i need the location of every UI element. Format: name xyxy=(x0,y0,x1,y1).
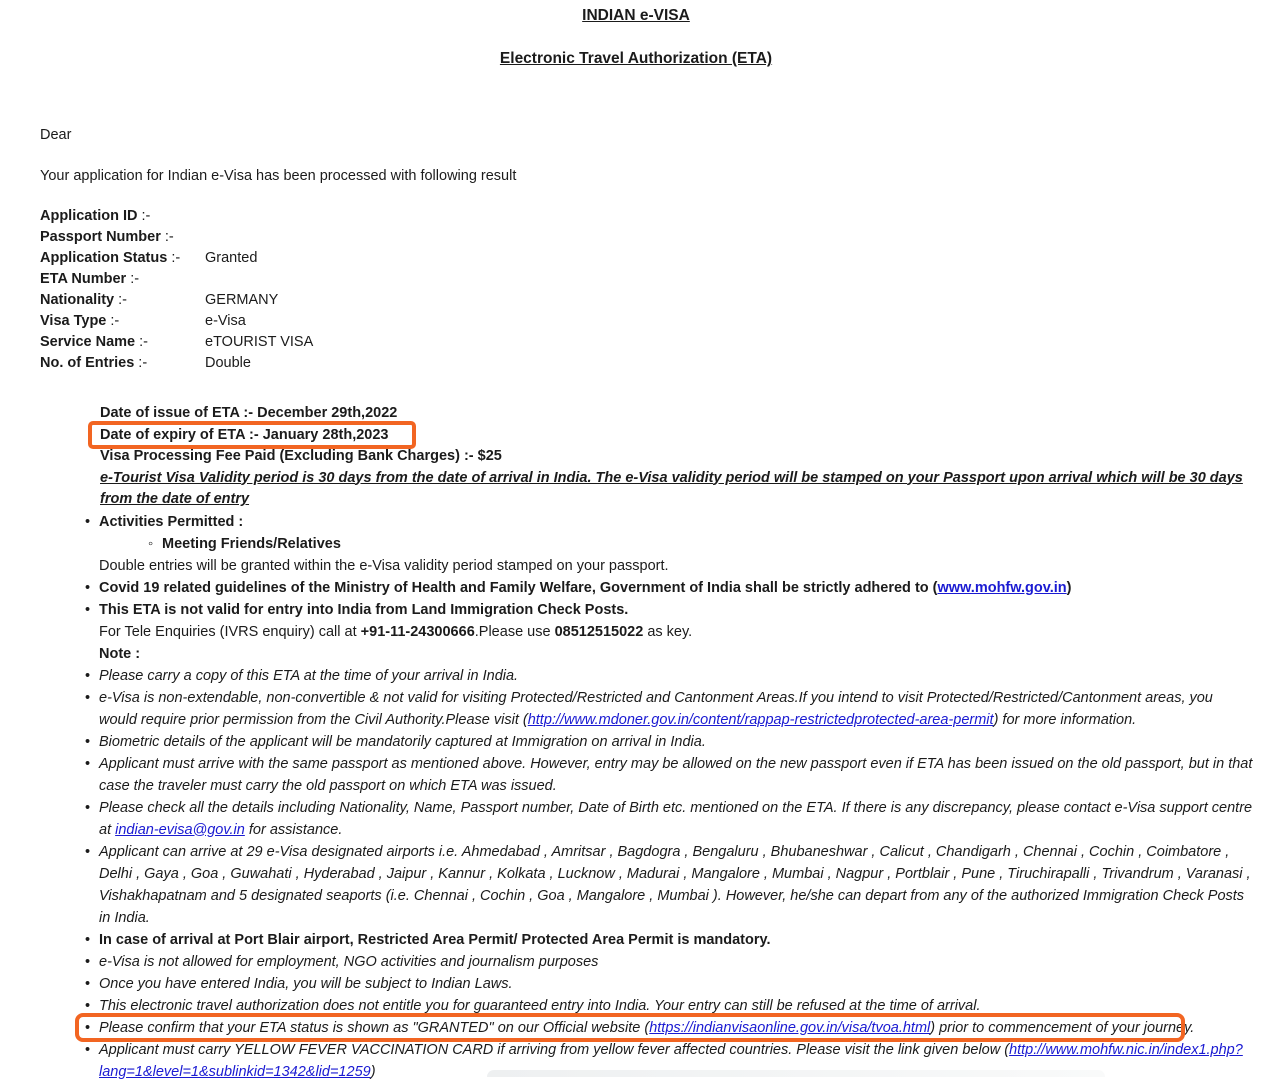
eta-detail-line: Date of issue of ETA :- December 29th,2022 xyxy=(100,405,398,421)
document-subtitle: Electronic Travel Authorization (ETA) xyxy=(499,50,773,67)
fields-table xyxy=(40,206,1272,374)
salutation: Dear xyxy=(40,127,72,143)
field-label: Application ID :- xyxy=(40,208,151,224)
note-item xyxy=(85,643,1253,665)
text-segment: as key. xyxy=(643,623,693,640)
text-segment: for assistance. xyxy=(244,821,343,838)
field-value: eTOURIST VISA xyxy=(205,334,314,350)
text-segment: ) xyxy=(370,1063,376,1080)
bullet-icon: • xyxy=(85,843,91,860)
bullet-icon: • xyxy=(85,997,91,1014)
text-segment: +91-11-24300666 xyxy=(360,623,475,640)
bullet-icon: ◦ xyxy=(148,535,154,552)
field-row xyxy=(40,353,1272,374)
note-text xyxy=(162,533,1253,555)
field-value: GERMANY xyxy=(205,292,279,308)
note-item xyxy=(85,577,1253,599)
bullet-icon: • xyxy=(85,689,91,706)
text-segment: Once you have entered India, you will be subject to Indian Laws. xyxy=(99,975,513,992)
field-value: Granted xyxy=(205,250,258,266)
expiry-highlight-box: Date of expiry of ETA :- January 28th,2023 xyxy=(100,425,388,447)
link[interactable]: www.mohfw.gov.in xyxy=(937,579,1067,596)
text-segment: ) prior to commencement of your journey. xyxy=(930,1019,1195,1036)
note-text xyxy=(99,753,1253,797)
bullet-icon: • xyxy=(85,799,91,816)
bullet-icon: • xyxy=(85,931,91,948)
field-row xyxy=(40,332,1272,353)
bullet-icon: • xyxy=(85,513,91,530)
field-row xyxy=(40,248,1272,269)
note-text xyxy=(99,555,1253,577)
field-value: Double xyxy=(205,355,251,371)
note-text xyxy=(99,599,1253,621)
text-segment: Double entries will be granted within the e-Visa validity period stamped on your passport. xyxy=(99,557,669,574)
text-segment: 08512515022 xyxy=(554,623,644,640)
bullet-icon: • xyxy=(85,975,91,992)
note-item xyxy=(85,995,1253,1017)
text-segment: Applicant can arrive at 29 e-Visa designated airports i.e. Ahmedabad , Amritsar , Bagdogra , Bengaluru , Bhubaneshwar , Calicut , Chandigarh , Chennai , Cochin , Coimbatore , Delhi , Gaya , Goa , Guwahati , Hyderabad , Jaipur , Kannur , Kolkata , Lucknow , Madurai , Mangalore , Mumbai , Nagpur , Portblair , Pune , Tiruchirapalli , Trivandrum , Varanasi , Vishakhapatnam and 5 designated seaports (i.e. Chennai , Cochin , Goa , Mangalore , Mumbai ). However, he/she can depart from any of the authorized Immigration Check Posts in India. xyxy=(99,843,1251,926)
field-row xyxy=(40,269,1272,290)
note-text xyxy=(99,797,1253,841)
document-title: INDIAN e-VISA xyxy=(582,7,690,24)
note-item xyxy=(85,555,1253,577)
link[interactable]: http://www.mdoner.gov.in/content/rappap-restrictedprotected-area-permit xyxy=(527,711,994,728)
note-text xyxy=(99,643,1253,665)
bottom-collapsed-bar xyxy=(487,1070,1105,1077)
field-row xyxy=(40,290,1272,311)
text-segment: .Please use xyxy=(474,623,555,640)
note-text xyxy=(99,511,1253,533)
field-label: Service Name :- xyxy=(40,334,149,350)
text-segment: Meeting Friends/Relatives xyxy=(162,535,341,552)
bullet-icon xyxy=(85,621,99,643)
note-item xyxy=(85,731,1253,753)
note-text xyxy=(99,841,1253,929)
notes-list xyxy=(85,511,1253,1083)
bullet-icon xyxy=(85,643,99,665)
bullet-icon: • xyxy=(85,755,91,772)
intro-line: Your application for Indian e-Visa has been processed with following result xyxy=(40,168,517,184)
note-item xyxy=(85,687,1253,731)
note-text xyxy=(99,665,1253,687)
text-segment: Covid 19 related guidelines of the Ministry of Health and Family Welfare, Government of India shall be strictly adhered to ( xyxy=(99,579,938,596)
note-text xyxy=(99,577,1253,599)
note-text xyxy=(99,951,1253,973)
text-segment: ) for more information. xyxy=(993,711,1137,728)
note-item xyxy=(85,841,1253,929)
note-item xyxy=(85,621,1253,643)
field-label: Passport Number :- xyxy=(40,229,174,245)
note-text xyxy=(99,995,1253,1017)
text-segment: Please check all the details including Nationality, Name, Passport number, Date of Birth etc. mentioned on the ETA. If there is any discrepancy, please contact e-Visa support centre at xyxy=(99,799,1253,838)
text-segment: For Tele Enquiries (IVRS enquiry) call at xyxy=(99,623,361,640)
note-text xyxy=(99,973,1253,995)
field-row xyxy=(40,311,1272,332)
field-row xyxy=(40,206,1272,227)
note-item xyxy=(85,973,1253,995)
link[interactable]: indian-evisa@gov.in xyxy=(115,821,245,838)
field-row xyxy=(40,227,1272,248)
text-segment: Please carry a copy of this ETA at the time of your arrival in India. xyxy=(99,667,519,684)
eta-details-block xyxy=(100,403,1253,511)
field-value: e-Visa xyxy=(205,313,246,329)
field-label: Visa Type :- xyxy=(40,313,120,329)
text-segment: This electronic travel authorization does not entitle you for guaranteed entry into India. Your entry can still be refused at the time of arrival. xyxy=(99,997,981,1014)
bullet-icon: • xyxy=(85,1041,91,1058)
note-item xyxy=(85,797,1253,841)
field-label: ETA Number :- xyxy=(40,271,140,287)
note-text xyxy=(99,929,1253,951)
text-segment: Biometric details of the applicant will be mandatorily captured at Immigration on arrival in India. xyxy=(99,733,706,750)
eta-detail-line: e-Tourist Visa Validity period is 30 days from the date of arrival in India. The e-Visa validity period will be stamped on your Passport upon arrival which will be 30 days from the date of entry xyxy=(100,469,1243,507)
note-text xyxy=(99,731,1253,753)
link[interactable]: https://indianvisaonline.gov.in/visa/tvoa.html xyxy=(649,1019,931,1036)
bullet-icon: • xyxy=(85,667,91,684)
note-text xyxy=(99,1017,1253,1039)
note-item xyxy=(85,665,1253,687)
bullet-icon: • xyxy=(85,953,91,970)
link[interactable]: http://www.mohfw.nic.in/index1.php?lang=1&level=1&sublinkid=1342&lid=1259 xyxy=(99,1041,1243,1080)
text-segment: Activities Permitted : xyxy=(99,513,244,530)
text-segment: e-Visa is non-extendable, non-convertible & not valid for visiting Protected/Restricted and Cantonment Areas.If you intend to visit Protected/Restricted/Cantonment areas, you would require prior permission from the Civil Authority.Please visit ( xyxy=(99,689,1213,728)
note-item xyxy=(85,929,1253,951)
bullet-icon: • xyxy=(85,579,91,596)
text-segment: In case of arrival at Port Blair airport, Restricted Area Permit/ Protected Area Permit is mandatory. xyxy=(99,931,771,948)
text-segment: Please confirm that your ETA status is shown as "GRANTED" on our Official website ( xyxy=(99,1019,650,1036)
note-text xyxy=(99,621,1253,643)
text-segment: e-Visa is not allowed for employment, NGO activities and journalism purposes xyxy=(99,953,599,970)
note-item xyxy=(85,951,1253,973)
text-segment: Note : xyxy=(99,645,141,662)
bullet-icon xyxy=(85,555,99,577)
note-item xyxy=(85,753,1253,797)
bullet-icon: • xyxy=(85,601,91,618)
field-label: Application Status :- xyxy=(40,250,181,266)
note-item xyxy=(148,533,1253,555)
text-segment: Applicant must carry YELLOW FEVER VACCINATION CARD if arriving from yellow fever affected countries. Please visit the link given below ( xyxy=(99,1041,1010,1058)
note-item xyxy=(85,511,1253,533)
field-label: No. of Entries :- xyxy=(40,355,148,371)
note-item xyxy=(85,599,1253,621)
text-segment: This ETA is not valid for entry into India from Land Immigration Check Posts. xyxy=(99,601,629,618)
eta-detail-line: Visa Processing Fee Paid (Excluding Bank Charges) :- $25 xyxy=(100,448,502,464)
note-item-highlighted xyxy=(85,1017,1253,1039)
bullet-icon: • xyxy=(85,733,91,750)
eta-detail-line xyxy=(100,425,1253,447)
text-segment: ) xyxy=(1066,579,1072,596)
text-segment: Applicant must arrive with the same passport as mentioned above. However, entry may be allowed on the new passport even if ETA has been issued on the old passport, but in that case the traveler must carry the old passport on which ETA was issued. xyxy=(99,755,1253,794)
note-text xyxy=(99,687,1253,731)
bullet-icon: • xyxy=(85,1019,91,1036)
field-label: Nationality :- xyxy=(40,292,128,308)
